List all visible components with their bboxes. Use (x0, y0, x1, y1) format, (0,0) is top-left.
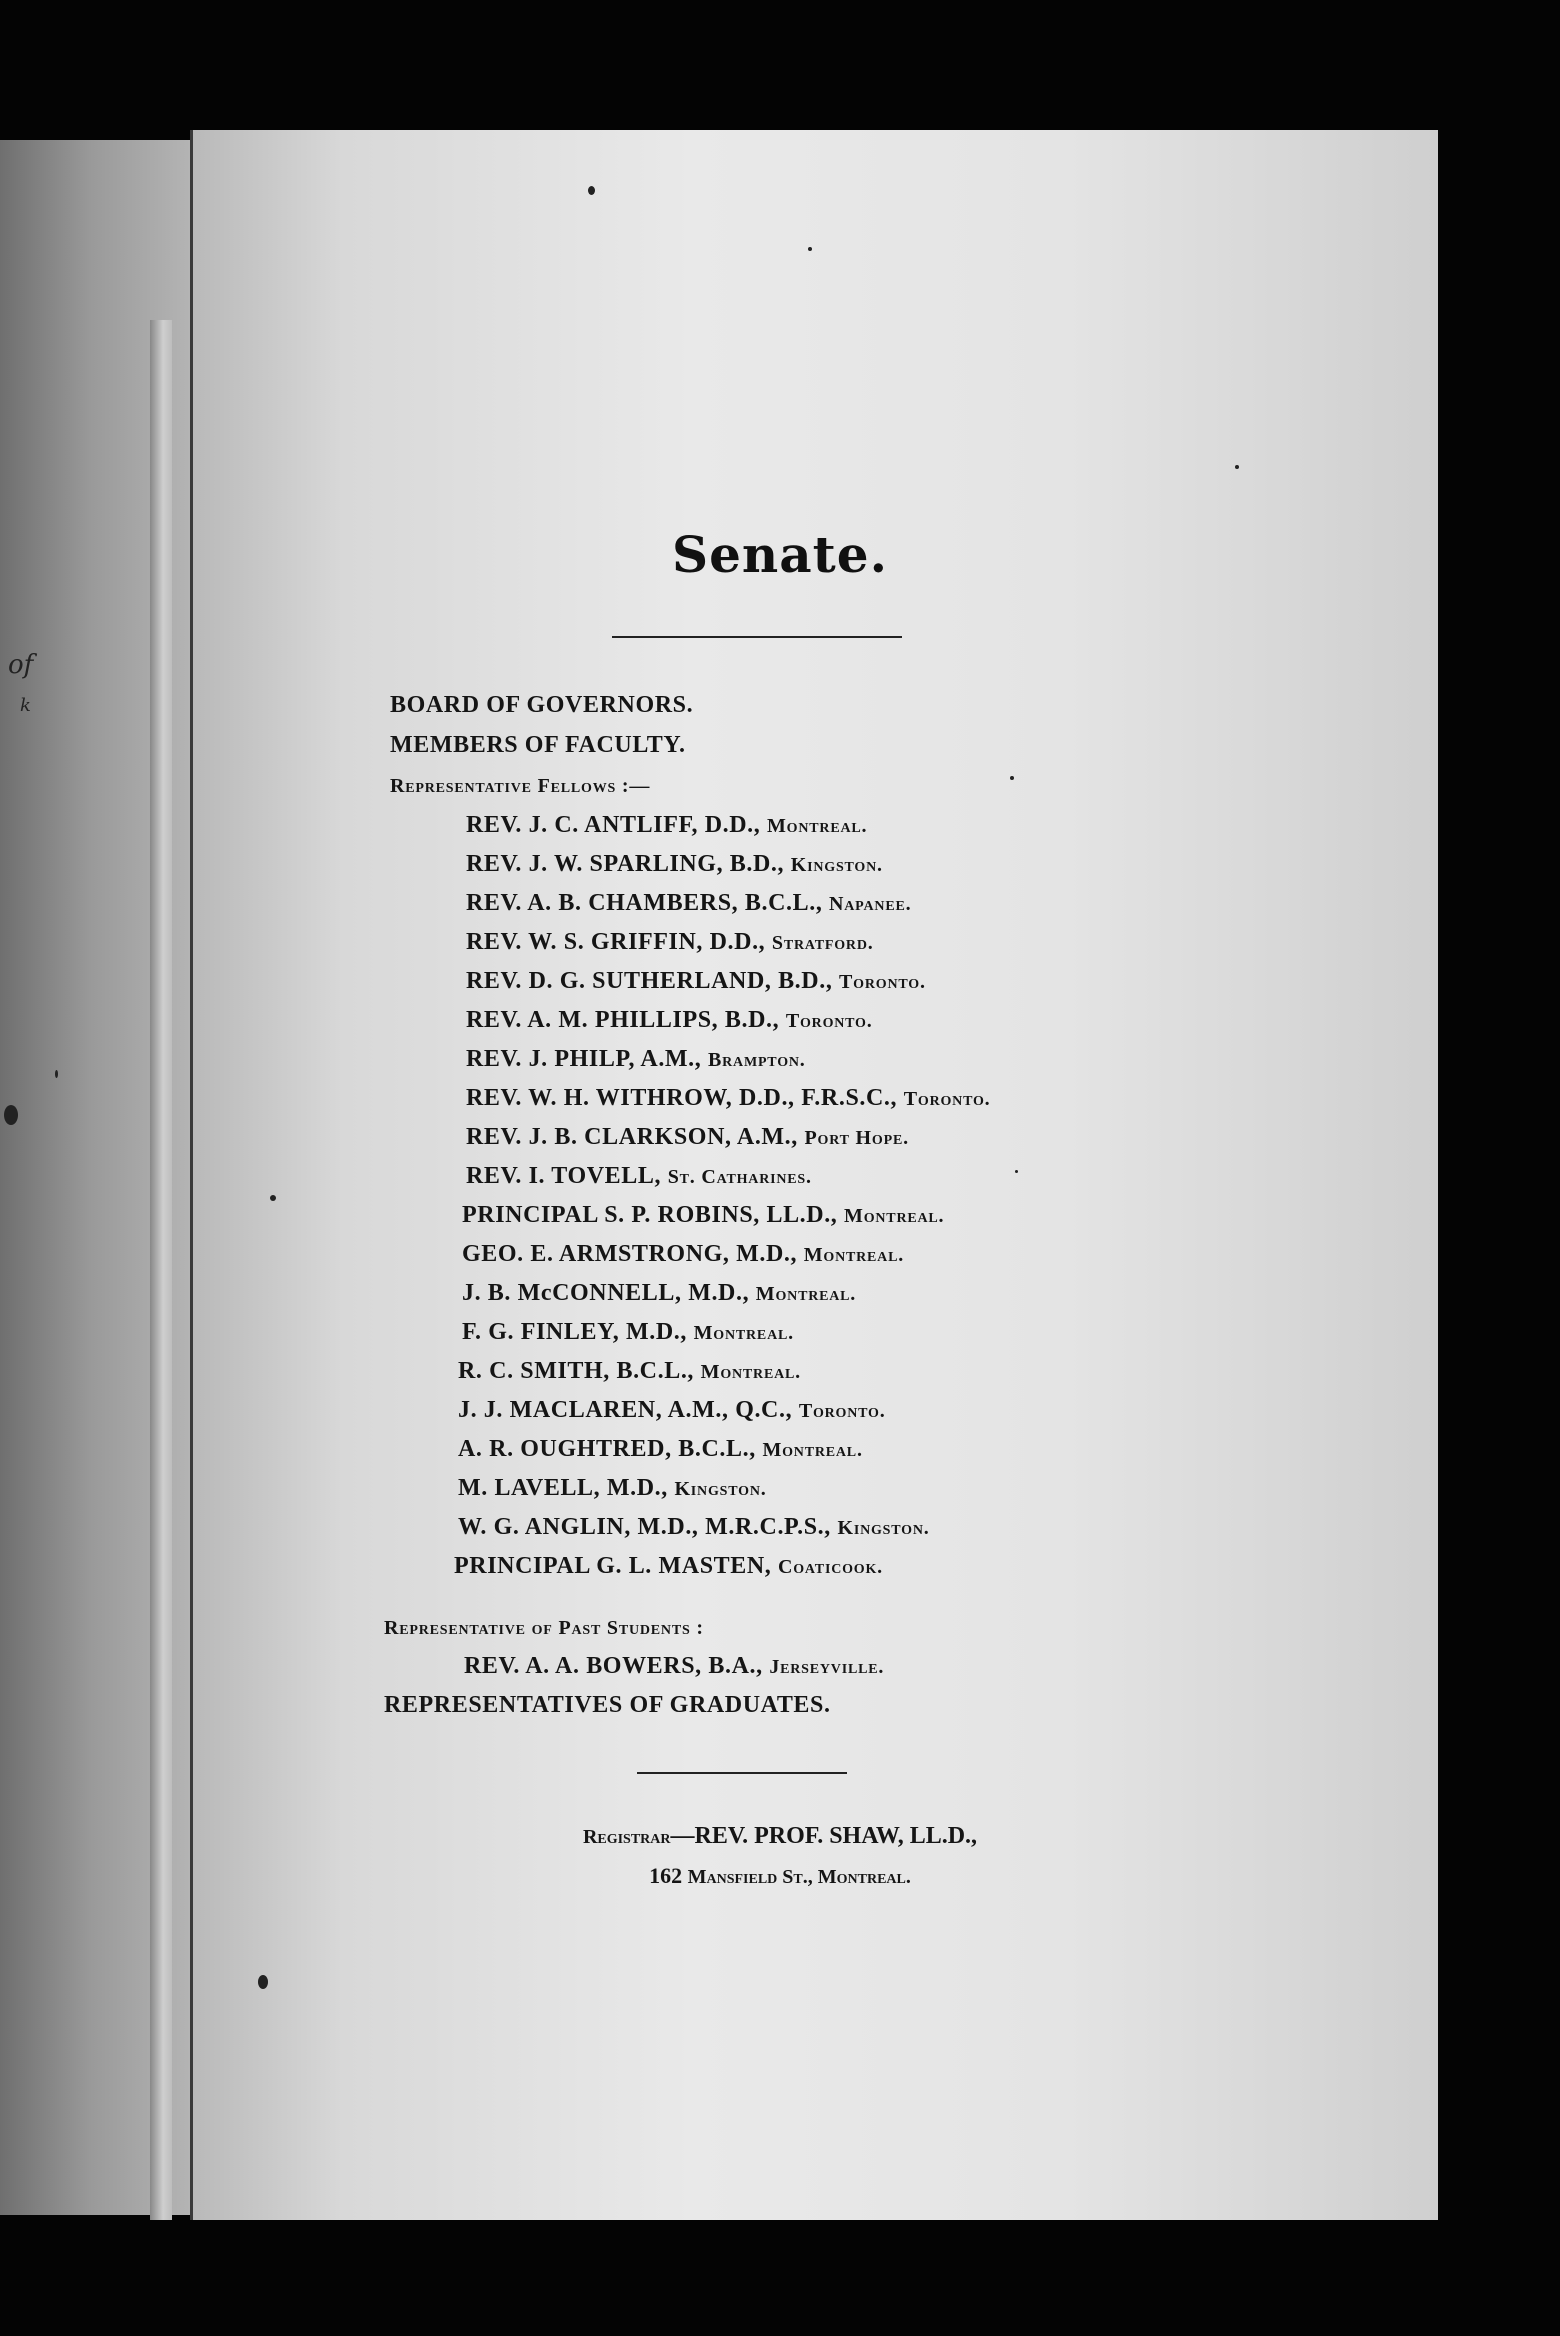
fellow-entry (466, 1163, 812, 1190)
fellow-place: Montreal. (762, 1439, 863, 1461)
fellow-entry (466, 1007, 873, 1034)
fellow-place: Napanee. (829, 893, 912, 915)
fellow-place: Kingston. (790, 854, 883, 876)
ink-speck (55, 1070, 58, 1078)
fellow-entry (462, 1280, 856, 1307)
fellow-name: PRINCIPAL S. P. ROBINS, LL.D., (462, 1202, 838, 1228)
fellow-name: A. R. OUGHTRED, B.C.L., (458, 1436, 756, 1462)
fellow-place: Montreal. (700, 1361, 801, 1383)
fellow-place: Toronto. (785, 1010, 873, 1032)
fellow-place: Montreal. (844, 1205, 945, 1227)
fellow-place: Kingston. (674, 1478, 767, 1500)
section-rule (637, 1772, 847, 1774)
fellow-entry (466, 851, 883, 878)
faculty-heading: MEMBERS OF FACULTY. (390, 732, 686, 758)
ink-speck (1010, 776, 1014, 780)
fellow-entry (458, 1514, 930, 1541)
fellow-name: J. B. McCONNELL, M.D., (462, 1280, 750, 1306)
registrar-address (0, 1863, 1560, 1889)
fellow-name: REV. W. H. WITHROW, D.D., F.R.S.C., (466, 1085, 898, 1111)
fellow-entry (466, 890, 911, 917)
fellow-entry (462, 1319, 794, 1346)
past-student-entry (464, 1653, 884, 1680)
fellow-name: REV. A. B. CHAMBERS, B.C.L., (466, 890, 823, 916)
fellow-place: Kingston. (837, 1517, 930, 1539)
fellow-name: PRINCIPAL G. L. MASTEN, (454, 1553, 772, 1579)
ink-speck (808, 247, 812, 251)
facing-page-fragment: k (20, 695, 31, 716)
fellow-name: W. G. ANGLIN, M.D., M.R.C.P.S., (458, 1514, 831, 1540)
graduates-heading: REPRESENTATIVES OF GRADUATES. (384, 1692, 831, 1718)
registrar-name: —REV. PROF. SHAW, LL.D., (670, 1823, 978, 1849)
torn-page-edge (150, 320, 172, 2220)
fellow-place: Montreal. (803, 1244, 905, 1266)
past-students-heading: Representative of Past Students : (384, 1617, 704, 1639)
ink-speck (1015, 1170, 1018, 1173)
fellow-name: REV. J. C. ANTLIFF, D.D., (466, 812, 761, 838)
past-student-place: Jerseyville. (769, 1656, 885, 1678)
fellow-entry (462, 1202, 944, 1229)
fellow-entry (466, 968, 926, 995)
past-student-name: REV. A. A. BOWERS, B.A., (464, 1653, 763, 1679)
fellow-entry (458, 1475, 767, 1502)
fellows-heading: Representative Fellows :— (390, 775, 651, 797)
fellow-place: Toronto. (798, 1400, 886, 1422)
fellow-entry (466, 1085, 990, 1112)
fellow-place: Port Hope. (804, 1127, 909, 1149)
title-rule (612, 636, 902, 638)
fellow-name: R. C. SMITH, B.C.L., (458, 1358, 695, 1384)
fellow-name: J. J. MACLAREN, A.M., Q.C., (458, 1397, 793, 1423)
fellow-place: St. Catharines. (667, 1166, 812, 1188)
fellow-name: REV. J. B. CLARKSON, A.M., (466, 1124, 798, 1150)
fellow-place: Stratford. (771, 932, 874, 954)
fellow-place: Montreal. (755, 1283, 857, 1305)
registrar-line (0, 1823, 1560, 1850)
fellow-name: M. LAVELL, M.D., (458, 1475, 668, 1501)
fellow-entry (466, 929, 874, 956)
fellow-entry (466, 812, 867, 839)
address-text: Mansfield St., Montreal. (687, 1866, 911, 1888)
ink-speck (258, 1975, 268, 1989)
ink-speck (270, 1195, 276, 1201)
ink-blot (4, 1105, 18, 1125)
fellow-place: Montreal. (693, 1322, 794, 1344)
fellow-entry (462, 1241, 904, 1268)
fellow-place: Toronto. (839, 971, 926, 993)
fellow-place: Coaticook. (778, 1556, 883, 1578)
address-number: 162 (649, 1863, 683, 1888)
registrar-label: Registrar (582, 1826, 671, 1848)
fellow-entry (458, 1397, 886, 1424)
fellow-place: Brampton. (707, 1049, 806, 1071)
document-page (190, 130, 1438, 2220)
fellow-entry (466, 1124, 909, 1151)
fellow-name: GEO. E. ARMSTRONG, M.D., (462, 1241, 798, 1267)
fellow-name: REV. D. G. SUTHERLAND, B.D., (466, 968, 833, 994)
ink-speck (1235, 465, 1239, 469)
fellow-name: REV. W. S. GRIFFIN, D.D., (466, 929, 766, 955)
fellow-name: REV. J. PHILP, A.M., (466, 1046, 702, 1072)
page-title: Senate. (672, 525, 888, 584)
fellow-name: REV. I. TOVELL, (466, 1163, 662, 1189)
fellow-name: F. G. FINLEY, M.D., (462, 1319, 687, 1345)
ink-speck (588, 186, 595, 195)
fellow-place: Toronto. (903, 1088, 991, 1110)
facing-page-fragment: of (8, 650, 34, 680)
fellow-entry (458, 1358, 801, 1385)
facing-page (0, 140, 205, 2215)
board-heading: BOARD OF GOVERNORS. (390, 692, 694, 718)
fellow-name: REV. A. M. PHILLIPS, B.D., (466, 1007, 780, 1033)
fellow-entry (458, 1436, 863, 1463)
fellow-entry (454, 1553, 883, 1580)
fellow-place: Montreal. (767, 815, 868, 837)
fellow-entry (466, 1046, 806, 1073)
fellow-name: REV. J. W. SPARLING, B.D., (466, 851, 785, 877)
